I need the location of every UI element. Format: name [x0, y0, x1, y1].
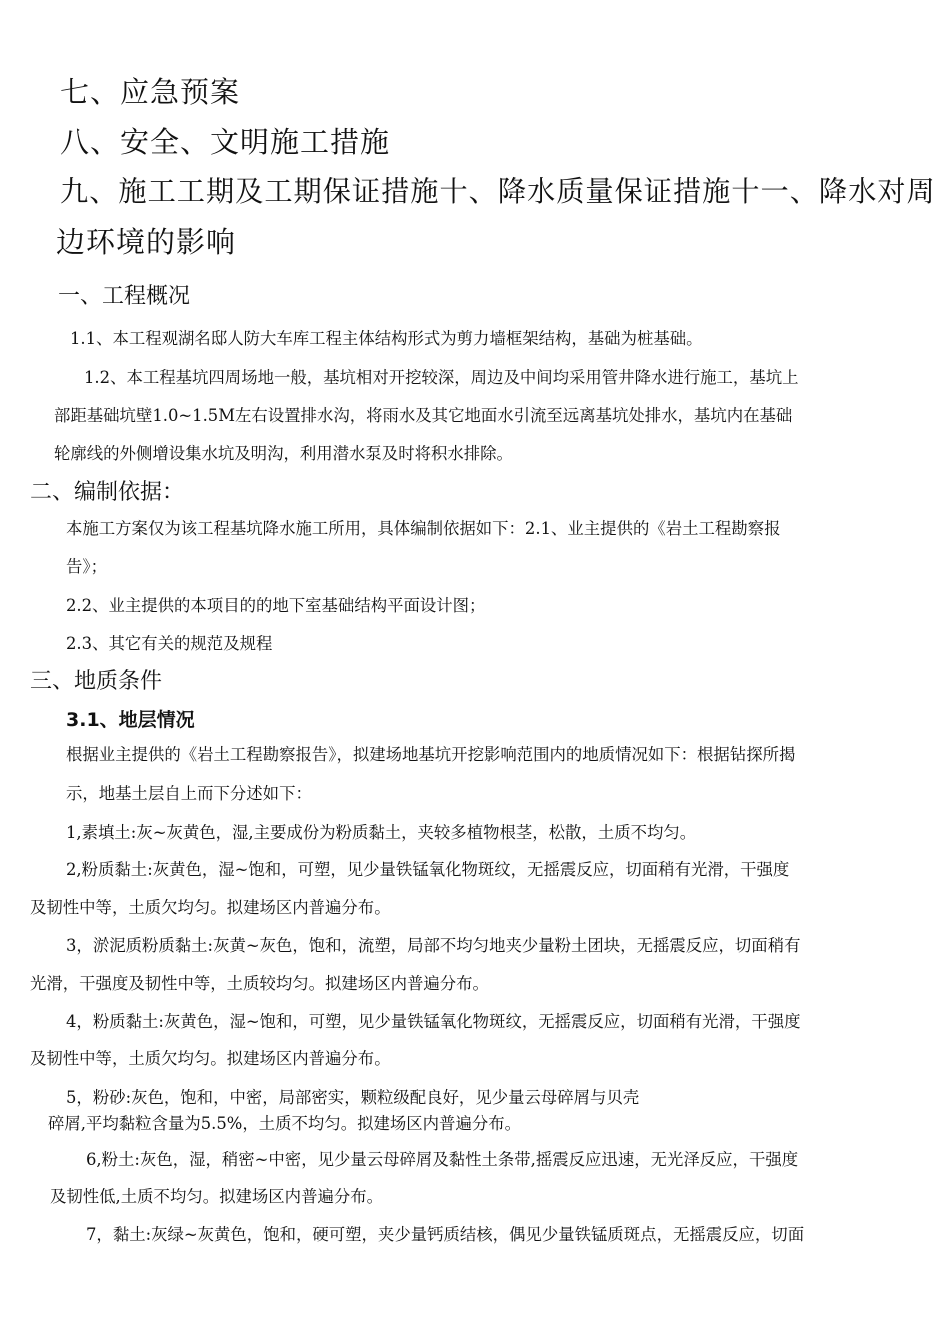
section-2-title: 二、编制依据： [30, 480, 185, 505]
toc-item-8: 八、安全、文明施工措施 [60, 125, 391, 159]
s3-intro-line-1: 根据业主提供的《岩土工程勘察报告》，拟建场地基坑开挖影响范围内的地质情况如下：根据钻探所揭 [66, 745, 796, 764]
layer-3-line-1: 3，淤泥质粉质黏土:灰黄~灰色，饱和，流塑，局部不均匀地夹少量粉土团块，无摇震反应，切面稍有 [66, 936, 801, 955]
subsection-3-1-title: 3.1、地层情况 [66, 709, 195, 731]
layer-3-line-2: 光滑，干强度及韧性中等，土质较均匀。拟建场区内普遍分布。 [30, 974, 489, 993]
s1-paragraph-2-line-1: 1.2、本工程基坑四周场地一般，基坑相对开挖较深，周边及中间均采用管井降水进行施工，基坑上 [84, 368, 799, 387]
layer-6-line-2: 及韧性低,土质不均匀。拟建场区内普遍分布。 [50, 1187, 384, 1206]
layer-1: 1,素填土:灰~灰黄色，湿,主要成份为粉质黏土，夹较多植物根茎，松散，土质不均匀。 [66, 823, 697, 842]
layer-6-line-1: 6,粉土:灰色，湿，稍密~中密，见少量云母碎屑及黏性土条带,摇震反应迅速，无光泽反应，干强度 [86, 1150, 799, 1169]
s2-paragraph-1-line-1: 本施工方案仅为该工程基坑降水施工所用，具体编制依据如下：2.1、业主提供的《岩土工程勘察报 [66, 519, 781, 538]
s1-paragraph-2-line-2: 部距基础坑壁1.0~1.5M左右设置排水沟，将雨水及其它地面水引流至远离基坑处排水，基坑内在基础 [54, 406, 793, 425]
s1-paragraph-2-line-3: 轮廓线的外侧增设集水坑及明沟，利用潜水泵及时将积水排除。 [54, 444, 513, 463]
layer-2-line-2: 及韧性中等，土质欠均匀。拟建场区内普遍分布。 [30, 898, 391, 917]
toc-item-9: 九、施工工期及工期保证措施十、降水质量保证措施十一、降水对周 [60, 175, 936, 208]
layer-7-line-1: 7，黏土:灰绿~灰黄色，饱和，硬可塑，夹少量钙质结核，偶见少量铁锰质斑点，无摇震反应，切面 [86, 1225, 805, 1244]
layer-5-line-2: 碎屑,平均黏粒含量为5.5%，土质不均匀。拟建场区内普遍分布。 [48, 1114, 522, 1133]
s2-paragraph-1-line-2: 告》； [66, 557, 107, 576]
layer-4-line-2: 及韧性中等，土质欠均匀。拟建场区内普遍分布。 [30, 1049, 391, 1068]
toc-item-7: 七、应急预案 [60, 75, 241, 109]
layer-2-line-1: 2,粉质黏土:灰黄色，湿~饱和，可塑，见少量铁锰氧化物斑纹，无摇震反应，切面稍有光滑，干强度 [66, 860, 790, 879]
section-1-title: 一、工程概况 [58, 284, 191, 309]
section-3-title: 三、地质条件 [30, 669, 163, 694]
layer-5-line-1: 5，粉砂:灰色，饱和，中密，局部密实，颗粒级配良好，见少量云母碎屑与贝壳 [66, 1088, 640, 1107]
s3-intro-line-2: 示，地基土层自上而下分述如下： [66, 784, 312, 803]
s1-paragraph-1: 1.1、本工程观湖名邸人防大车库工程主体结构形式为剪力墙框架结构，基础为桩基础。 [70, 329, 703, 348]
layer-4-line-1: 4，粉质黏土:灰黄色，湿~饱和，可塑，见少量铁锰氧化物斑纹，无摇震反应，切面稍有光滑，干强度 [66, 1012, 801, 1031]
s2-paragraph-2: 2.2、业主提供的本项目的的地下室基础结构平面设计图； [66, 596, 486, 615]
s2-paragraph-3: 2.3、其它有关的规范及规程 [66, 634, 273, 653]
toc-item-9-cont: 边环境的影响 [56, 225, 237, 259]
